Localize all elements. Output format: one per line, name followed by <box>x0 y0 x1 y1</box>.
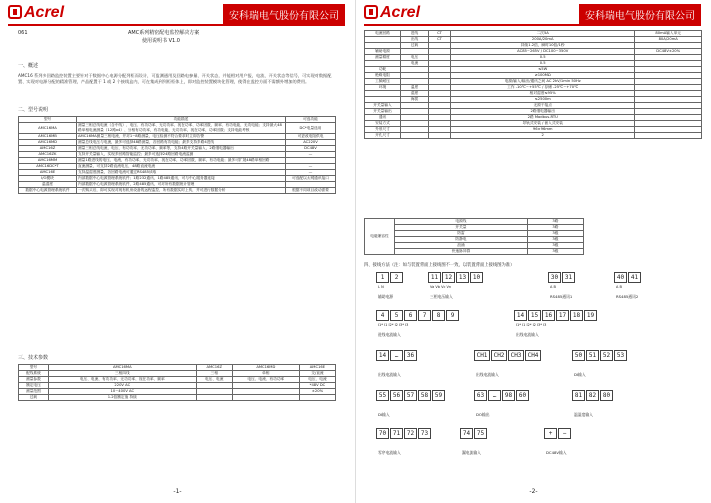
spec-cell <box>232 395 299 401</box>
model-cell-desc: 一次购买后，即可实现对现有机房设备的远程监控，所有数据实时上传，并可进行数据分析 <box>77 188 286 194</box>
spec-cell-2: 通讯 <box>365 115 401 121</box>
terminal-caption: 进线电流输入 <box>378 332 401 337</box>
terminal-pin: 11 <box>428 272 441 283</box>
page-header <box>8 4 345 26</box>
acrel-logo-icon <box>364 5 378 19</box>
emc-row <box>365 249 584 255</box>
terminal-pin: 15 <box>528 310 541 321</box>
terminal-caption: DO输出 <box>476 412 490 417</box>
terminal-block <box>548 272 576 283</box>
spec-cell-2: DC48V±20% <box>635 49 702 55</box>
page-2 <box>356 0 711 503</box>
model-cell-desc: 支持温湿度测量，各回路电流可通过RS485读取 <box>77 170 286 176</box>
page-number-1: -1- <box>173 488 182 495</box>
terminal-pin: 30 <box>548 272 561 283</box>
terminal-block <box>376 390 446 401</box>
terminal-pin: 57 <box>404 390 417 401</box>
terminal-pin: 55 <box>376 390 389 401</box>
spec-header-cell: AMC16E <box>299 365 335 371</box>
spec-cell-2: 电压 <box>401 55 429 61</box>
spec-cell-2: 环境 <box>365 85 401 91</box>
terminal-pin: 2 <box>390 272 403 283</box>
terminal-caption: 出线电流输入 <box>378 372 401 377</box>
spec-cell: 交/直流 <box>299 371 335 377</box>
terminal-caption: 出线电流输入 <box>476 372 499 377</box>
spec-cell-2: 安装方式 <box>365 121 401 127</box>
spec-header-cell: AMC16MD <box>232 365 299 371</box>
model-cell-opt: AC220V <box>286 140 336 146</box>
model-cell-model: AMC16E <box>19 170 77 176</box>
model-cell-desc: AMC16MA测量三相电流，并对1~8路测量，电压检测不符合要求时立即告警 <box>77 134 286 140</box>
spec-cell: 测量参数 <box>19 377 49 383</box>
spec-cell-2: 二次5A <box>451 31 635 37</box>
terminal-pin: 63 <box>474 390 487 401</box>
spec-cell-2: 外形尺寸 <box>365 127 401 133</box>
spec-cell-2 <box>401 133 429 139</box>
terminal-pin: … <box>488 390 501 401</box>
terminal-caption: RS485通讯2 <box>616 294 639 299</box>
spec-cell: 电压、电流、有功功率 <box>232 377 299 383</box>
model-cell-desc: 内部数据中心电源管理系统软件，2路485通讯，可对所有数据统计管理 <box>77 182 286 188</box>
terminal-pin: 58 <box>418 390 431 401</box>
model-row <box>19 123 336 134</box>
terminal-block <box>376 428 432 439</box>
model-cell-model: AMC16ZK <box>19 152 77 158</box>
spec-header-cell: AMC16MA <box>48 365 196 371</box>
model-cell-opt: 可选配以太网通讯接口 <box>286 176 336 182</box>
spec-cell-2: ≤2500m <box>451 97 635 103</box>
terminal-caption: 辅助电源 <box>378 294 394 299</box>
terminal-pin: 12 <box>442 272 455 283</box>
terminal-pin: 74 <box>460 428 473 439</box>
spec-cell-2: 80mA输入单元 <box>635 31 702 37</box>
acrel-logo-2: Acrel <box>364 4 420 22</box>
model-cell-model: AMC16DC*T <box>19 164 77 170</box>
terminal-pin: 5 <box>390 310 403 321</box>
model-cell-opt: 根据不同项目改动需要 <box>286 188 336 194</box>
model-cell-opt: — <box>286 164 336 170</box>
terminal-pin: 51 <box>586 350 599 361</box>
terminal-pin: 14 <box>376 350 389 361</box>
terminal-pin-labels: A B <box>616 285 622 289</box>
doc-title: AMC系列精密配电监控解决方案 <box>128 30 200 36</box>
terminal-pin: 19 <box>584 310 597 321</box>
terminal-caption: 零序电流输入 <box>378 450 401 455</box>
terminal-block <box>572 350 628 361</box>
spec-cell-2: 80A/20mA <box>635 37 702 43</box>
terminal-pin: 31 <box>562 272 575 283</box>
spec-cell: 10~400V AC <box>48 389 196 395</box>
spec-cell-2: 电流 <box>401 61 429 67</box>
spec-header-cell: AMC16Z <box>196 365 232 371</box>
terminal-pin: 36 <box>404 350 417 361</box>
model-cell-opt: DC*电量选用 <box>286 123 336 134</box>
spec-cell-2: 开关量输出 <box>365 109 401 115</box>
spec-cell-2: 湿度 <box>401 91 429 97</box>
spec-cell-2: 工作 -10℃~+55℃ / 存储 -25℃~+70℃ <box>451 85 635 91</box>
terminal-block <box>514 310 598 321</box>
model-cell-model: AMC16MM <box>19 158 77 164</box>
emc-group: 电磁兼容性 <box>365 219 395 255</box>
spec-row-2 <box>365 133 702 139</box>
emc-cell: 防雷 <box>395 231 528 237</box>
spec-cell-2: 持续1.2倍，瞬时10倍/1秒 <box>451 43 635 49</box>
doc-number: 061 <box>18 30 28 36</box>
model-cell-opt: — <box>286 152 336 158</box>
terminal-caption: 三相电压输入 <box>430 294 453 299</box>
spec-cell-2: 相对湿度≤95% <box>451 91 635 97</box>
terminal-caption: RS485通讯1 <box>550 294 573 299</box>
model-row <box>19 188 336 194</box>
opt-col-header: 可选功能 <box>286 117 336 123</box>
emc-cell: 3路 <box>527 225 583 231</box>
spec-cell: 额定电压 <box>19 383 49 389</box>
model-cell-desc: 测量总线电压与电流，最多可选择48路测量，各回路有功电能；最多支持多路4进线 <box>77 140 286 146</box>
emc-cell: 防静电 <box>395 237 528 243</box>
emc-cell: 3级 <box>527 231 583 237</box>
terminal-pin: 6 <box>404 310 417 321</box>
acrel-logo: Acrel <box>8 4 64 22</box>
terminal-caption: 出线电流输入 <box>516 332 539 337</box>
spec-cell <box>196 395 232 401</box>
terminal-pin-labels: I1* I1 I2* I2 I3* I3 <box>516 323 547 327</box>
spec-cell-2: 0.5 <box>451 55 635 61</box>
acrel-logo-icon <box>8 5 22 19</box>
spec-cell-2: 导轨式安装 / 嵌入式安装 <box>451 121 635 127</box>
terminal-block <box>474 350 542 361</box>
terminal-pin: 80 <box>600 390 613 401</box>
emc-cell: 3级 <box>527 237 583 243</box>
model-table <box>18 116 336 194</box>
terminal-pin: 8 <box>432 310 445 321</box>
section-specs: 三、技术参数 <box>18 355 49 361</box>
terminal-pin: 13 <box>456 272 469 283</box>
model-cell-desc: 直流测量，可支持2路直流电压，48路直流电流 <box>77 164 286 170</box>
model-cell-desc: 测量1路进线的电压，电流，有功功率，无功功率，视在功率，功率因数，频率，有功电能；最多可扩展48路单相回路 <box>77 158 286 164</box>
terminal-block <box>544 428 572 439</box>
page-1 <box>0 0 355 503</box>
spec-cell <box>299 395 335 401</box>
spec-cell-2: AC85~265V / DC100~350V <box>451 49 635 55</box>
spec-cell: 电压、电流、有功功率、无功功率、视在功率、频率 <box>48 377 196 383</box>
spec-cell-2: CT <box>429 31 451 37</box>
terminal-block <box>376 272 404 283</box>
model-cell-desc: 测量三相总线电流，电压、有功功率、无功功率、频率等，支持4路开关量输入，2路继电器输出 <box>77 146 286 152</box>
terminal-block <box>376 310 460 321</box>
spec-cell-2: 开关量输入 <box>365 103 401 109</box>
company-name-2: 安科瑞电气股份有限公司 <box>579 4 701 25</box>
terminal-pin: 9 <box>446 310 459 321</box>
spec-cell: 220V AC <box>48 383 196 389</box>
spec-cell-2: ≥100MΩ <box>451 73 635 79</box>
spec-cell: ±20% <box>299 389 335 395</box>
spec-cell: 三相四线 <box>48 371 196 377</box>
terminal-block <box>460 428 488 439</box>
terminal-pin: 17 <box>556 310 569 321</box>
model-cell-opt: 可更改电阻供电 <box>286 134 336 140</box>
terminal-pin-labels: A B <box>550 285 556 289</box>
emc-cell: 开关量 <box>395 225 528 231</box>
section-overview: 一、概述 <box>18 63 39 69</box>
spec-cell-2: 工频耐压 <box>365 79 401 85</box>
spec-cell-2: ≤5W <box>451 67 635 73</box>
spec-cell-2: 测量精度 <box>365 55 401 61</box>
spec-cell-2: 温度 <box>401 85 429 91</box>
terminal-pin: 10 <box>470 272 483 283</box>
model-cell-opt: DC48V <box>286 146 336 152</box>
terminal-pin-labels: L N <box>378 285 384 289</box>
terminal-pin: 70 <box>376 428 389 439</box>
terminal-pin-labels: Va Vb Vc Vn <box>430 285 452 289</box>
spec-cell-2: 电流回路 <box>365 31 401 37</box>
model-cell-model: 数据中心电源管理系统软件 <box>19 188 77 194</box>
terminal-caption: DI输入 <box>574 372 586 377</box>
terminal-pin-labels: I1* I1 I2* I2 I3* I3 <box>378 323 409 327</box>
terminal-pin: 60 <box>516 390 529 401</box>
spec-cell-2: 2路继电器输出 <box>451 109 635 115</box>
spec-cell: 电压、电流 <box>196 377 232 383</box>
terminal-block <box>428 272 484 283</box>
terminal-pin: 82 <box>586 390 599 401</box>
terminal-pin: 41 <box>628 272 641 283</box>
model-cell-desc: 内部数据中心电源管理系统软件；1路232通讯，1路485通讯，可与中心服务器连接 <box>77 176 286 182</box>
model-cell-desc: 测量三相总线电流（含中线）、电压、有功功率、无功功率、视在功率、功率因数、频率、有功电能，无功电能；支持最大48路单相电流测量（12路x4）、分相有功功率，有功电能，无功功率，视在功率，功率因数；支持电能考核 <box>77 123 286 134</box>
terminal-pin: + <box>544 428 557 439</box>
spec-header-cell: 型号 <box>19 365 49 371</box>
spec-cell-2 <box>429 133 451 139</box>
terminal-pin: 71 <box>390 428 403 439</box>
terminal-block <box>572 390 614 401</box>
company-name: 安科瑞电气股份有限公司 <box>223 4 345 25</box>
spec-cell-2: CT <box>429 37 451 43</box>
model-cell-desc: 支持开关量输入，实现多回路智能监控；最多可选择24路回路电流监测 <box>77 152 286 158</box>
spec-cell-2: 无源干接点 <box>451 103 635 109</box>
spec-cell-2: 0.5 <box>451 61 635 67</box>
terminal-block <box>376 350 418 361</box>
terminal-pin: 52 <box>600 350 613 361</box>
terminal-pin: CH4 <box>525 350 541 361</box>
spec-row <box>19 395 336 401</box>
terminal-pin: 1 <box>376 272 389 283</box>
spec-cell: 单相 <box>232 371 299 377</box>
spec-cell: 过载 <box>19 395 49 401</box>
terminal-caption: 漏电流输入 <box>462 450 481 455</box>
terminal-pin: 98 <box>502 390 515 401</box>
terminal-pin: 56 <box>390 390 403 401</box>
desc-col-header: 功能描述 <box>77 117 286 123</box>
terminal-pin: CH3 <box>508 350 524 361</box>
spec-cell-2: 过载 <box>401 43 429 49</box>
spec-cell-2 <box>635 133 702 139</box>
emc-table <box>364 218 584 255</box>
terminal-caption: DI输入 <box>378 412 390 417</box>
terminal-block <box>614 272 642 283</box>
terminal-caption: DC48V输入 <box>546 450 567 455</box>
terminal-pin: − <box>558 428 571 439</box>
model-col-header: 型号 <box>19 117 77 123</box>
spec-cell: 1.2倍额定值 持续 <box>48 395 196 401</box>
model-cell-model: AMC16MD <box>19 140 77 146</box>
terminal-pin: 53 <box>614 350 627 361</box>
spec-cell-2: 2 <box>451 133 635 139</box>
terminal-pin: 16 <box>542 310 555 321</box>
model-cell-model: I/O模块 <box>19 176 77 182</box>
emc-cell: 3级 <box>527 243 583 249</box>
terminal-block <box>474 390 530 401</box>
terminal-pin: 18 <box>570 310 583 321</box>
terminal-pin: 81 <box>572 390 585 401</box>
emc-cell: 3级 <box>527 249 583 255</box>
terminal-pin: 4 <box>376 310 389 321</box>
model-cell-model: AMC16MB <box>19 134 77 140</box>
spec-table-2 <box>364 30 702 139</box>
terminal-pin: CH1 <box>474 350 490 361</box>
terminal-pin: 7 <box>418 310 431 321</box>
spec-cell-2: 功耗 <box>365 67 401 73</box>
wiring-diagram <box>376 272 696 472</box>
spec-cell: 电压、电流 <box>299 377 335 383</box>
spec-cell: 三相 <box>196 371 232 377</box>
spec-cell-2: 2路 Modbus-RTU <box>451 115 635 121</box>
spec-cell-2: 开孔尺寸 <box>365 133 401 139</box>
emc-cell: 快速脉冲群 <box>395 249 528 255</box>
doc-manual: 使用说明书 V1.0 <box>142 38 180 44</box>
spec-cell-2: 96×96mm <box>451 127 635 133</box>
section-model: 二、型号说明 <box>18 107 49 113</box>
section-wiring: 四、接线方法（注：如与装置背面上接线图不一致，以装置背面上接线图为准） <box>364 263 515 268</box>
terminal-pin: 73 <box>418 428 431 439</box>
model-cell-model: AMC16MA <box>19 123 77 134</box>
page-header-2 <box>364 4 701 26</box>
spec-cell-2: 200A/20mA <box>451 37 635 43</box>
overview-text: AMC16 系列多回路监控装置主要针对于数据中心电源分配列柜而设计，可监测通用及回路电参量、开关状态，并能相对用户报，电流、开关状态等信号，可实现对数据配置、实现对电源分配的精准管理，产品配置于 1 或 2 个接线盒内，可在集成到列柜柜体上，即对监控装置模块化管理，使得在监控方面不需额外增加的费用。 <box>18 73 332 84</box>
model-cell-opt: — <box>286 170 336 176</box>
terminal-pin: 59 <box>432 390 445 401</box>
terminal-pin: 14 <box>514 310 527 321</box>
spec-cell-2: 绝缘电阻 <box>365 73 401 79</box>
spec-cell-2: 海拔 <box>401 97 429 103</box>
terminal-pin: CH2 <box>491 350 507 361</box>
spec-cell: *48V DC <box>299 383 335 389</box>
emc-cell: 电源线 <box>395 219 528 225</box>
terminal-pin: 75 <box>474 428 487 439</box>
terminal-caption: 温湿度输入 <box>574 412 593 417</box>
terminal-pin: 40 <box>614 272 627 283</box>
spec-table-1 <box>18 364 336 401</box>
page-number-2: -2- <box>529 488 538 495</box>
emc-cell: 浪涌 <box>395 243 528 249</box>
model-cell-model: 温湿度 <box>19 182 77 188</box>
spec-cell-2: 进线 <box>401 31 429 37</box>
terminal-pin: 72 <box>404 428 417 439</box>
spec-cell-2: 辅助电源 <box>365 49 401 55</box>
model-cell-model: AMC16Z <box>19 146 77 152</box>
spec-cell: 测量范围 <box>19 389 49 395</box>
spec-cell-2: 出线 <box>401 37 429 43</box>
emc-cell: 3路 <box>527 219 583 225</box>
terminal-pin: 50 <box>572 350 585 361</box>
terminal-pin: … <box>390 350 403 361</box>
spec-cell-2: 电源/输入/输出/通讯之间 AC 2kV/1min 50Hz <box>451 79 635 85</box>
spec-cell: 配线系统 <box>19 371 49 377</box>
